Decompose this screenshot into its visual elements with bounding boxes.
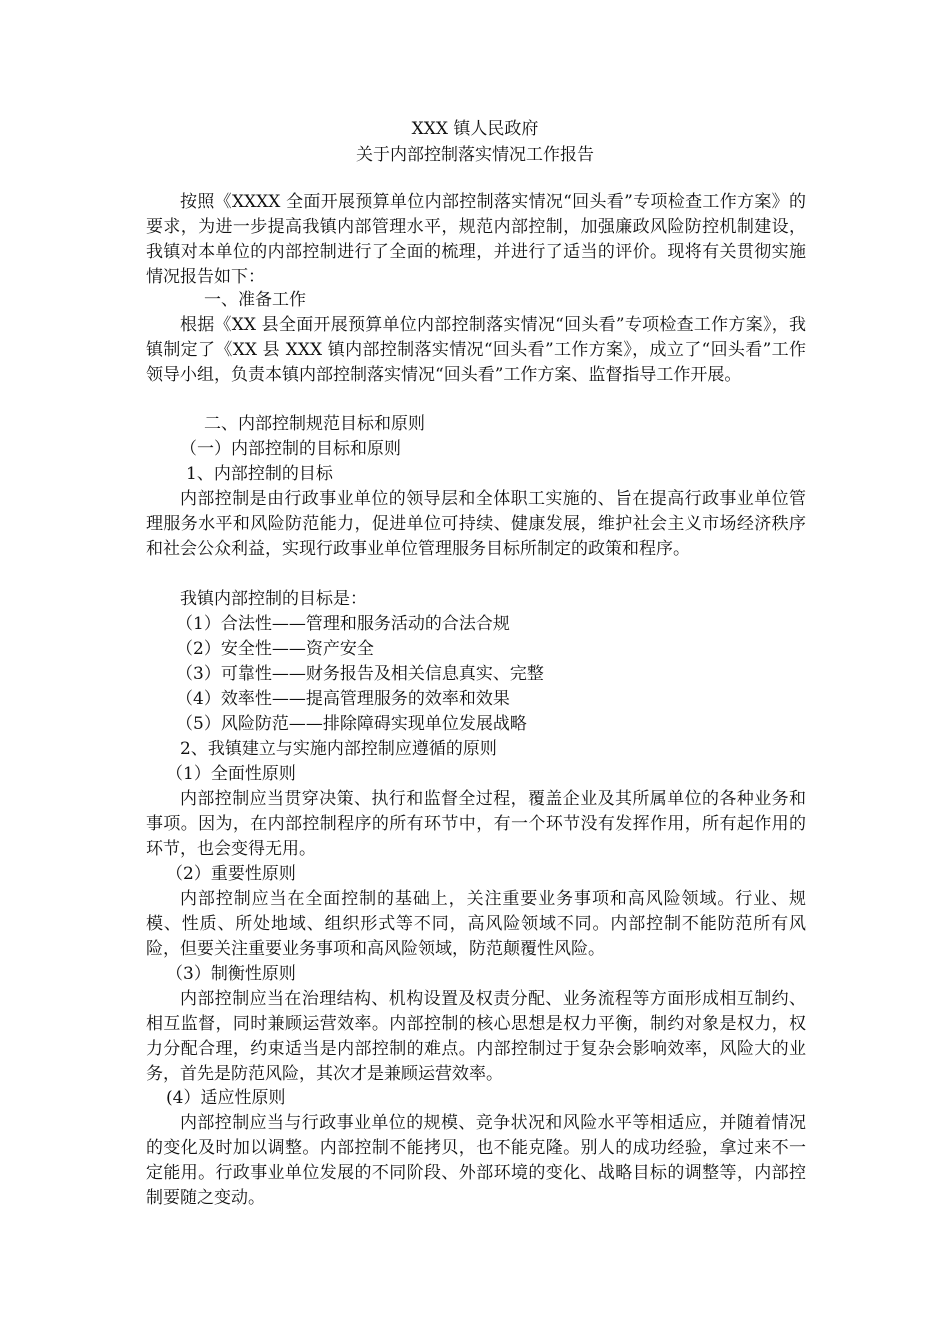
intro-paragraph: 按照《XXXX 全面开展预算单位内部控制落实情况“回头看”专项检查工作方案》的要求，为进一步提高我镇内部管理水平，规范内部控制，加强廉政风险防控机制建设，我镇对本单位的内部控制进行了全面的梳理，并进行了适当的评价。现将有关贯彻实施情况报告如下： [146, 192, 806, 287]
goal-item: （4）效率性——提高管理服务的效率和效果 [176, 689, 510, 709]
principle1-paragraph: 内部控制应当贯穿决策、执行和监督全过程，覆盖企业及其所属单位的各种业务和事项。因为，在内部控制程序的所有环节中，有一个环节没有发挥作用，所有起作用的环节，也会变得无用。 [146, 789, 806, 859]
goal-item: （3）可靠性——财务报告及相关信息真实、完整 [176, 664, 544, 684]
goal-item: （5）风险防范——排除障碍实现单位发展战略 [176, 714, 527, 734]
principle3-heading: （3）制衡性原则 [166, 964, 296, 984]
principle4-paragraph: 内部控制应当与行政事业单位的规模、竞争状况和风险水平等相适应，并随着情况的变化及时加以调整。内部控制不能拷贝，也不能克隆。别人的成功经验，拿过来不一定能用。行政事业单位发展的不同阶段、外部环境的变化、战略目标的调整等，内部控制要随之变动。 [146, 1113, 806, 1208]
goal-item: （1）合法性——管理和服务活动的合法合规 [176, 614, 510, 634]
sub1-heading: （一）内部控制的目标和原则 [180, 439, 401, 459]
item1-heading: 1、内部控制的目标 [186, 464, 333, 484]
goal-item: （2）安全性——资产安全 [176, 639, 374, 659]
org-name: XXX 镇人民政府 [411, 119, 539, 139]
goals-intro: 我镇内部控制的目标是： [180, 589, 367, 609]
principle4-heading: (4）适应性原则 [166, 1088, 286, 1108]
section1-paragraph: 根据《XX 县全面开展预算单位内部控制落实情况“回头看”专项检查工作方案》，我镇制定了《XX 县 XXX 镇内部控制落实情况“回头看”工作方案》，成立了“回头看”工作领导小组，负责本镇内部控制落实情况“回头看”工作方案、监督指导工作开展。 [146, 315, 806, 385]
principle3-paragraph: 内部控制应当在治理结构、机构设置及权责分配、业务流程等方面形成相互制约、相互监督，同时兼顾运营效率。内部控制的核心思想是权力平衡，制约对象是权力，权力分配合理，约束适当是内部控制的难点。内部控制过于复杂会影响效率，风险大的业务，首先是防范风险，其次才是兼顾运营效率。 [146, 989, 806, 1084]
principle2-heading: （2）重要性原则 [166, 864, 296, 884]
report-title: 关于内部控制落实情况工作报告 [356, 145, 594, 165]
section1-heading: 一、准备工作 [204, 290, 306, 310]
item2-heading: 2、我镇建立与实施内部控制应遵循的原则 [180, 739, 497, 759]
principle1-heading: （1）全面性原则 [166, 764, 296, 784]
principle2-paragraph: 内部控制应当在全面控制的基础上，关注重要业务事项和高风险领域。行业、规模、性质、所处地域、组织形式等不同，高风险领域不同。内部控制不能防范所有风险，但要关注重要业务事项和高风险领域，防范颠覆性风险。 [146, 889, 806, 959]
section2-heading: 二、内部控制规范目标和原则 [204, 414, 425, 434]
item1-paragraph: 内部控制是由行政事业单位的领导层和全体职工实施的、旨在提高行政事业单位管理服务水平和风险防范能力，促进单位可持续、健康发展，维护社会主义市场经济秩序和社会公众利益，实现行政事业单位管理服务目标所制定的政策和程序。 [146, 489, 806, 559]
